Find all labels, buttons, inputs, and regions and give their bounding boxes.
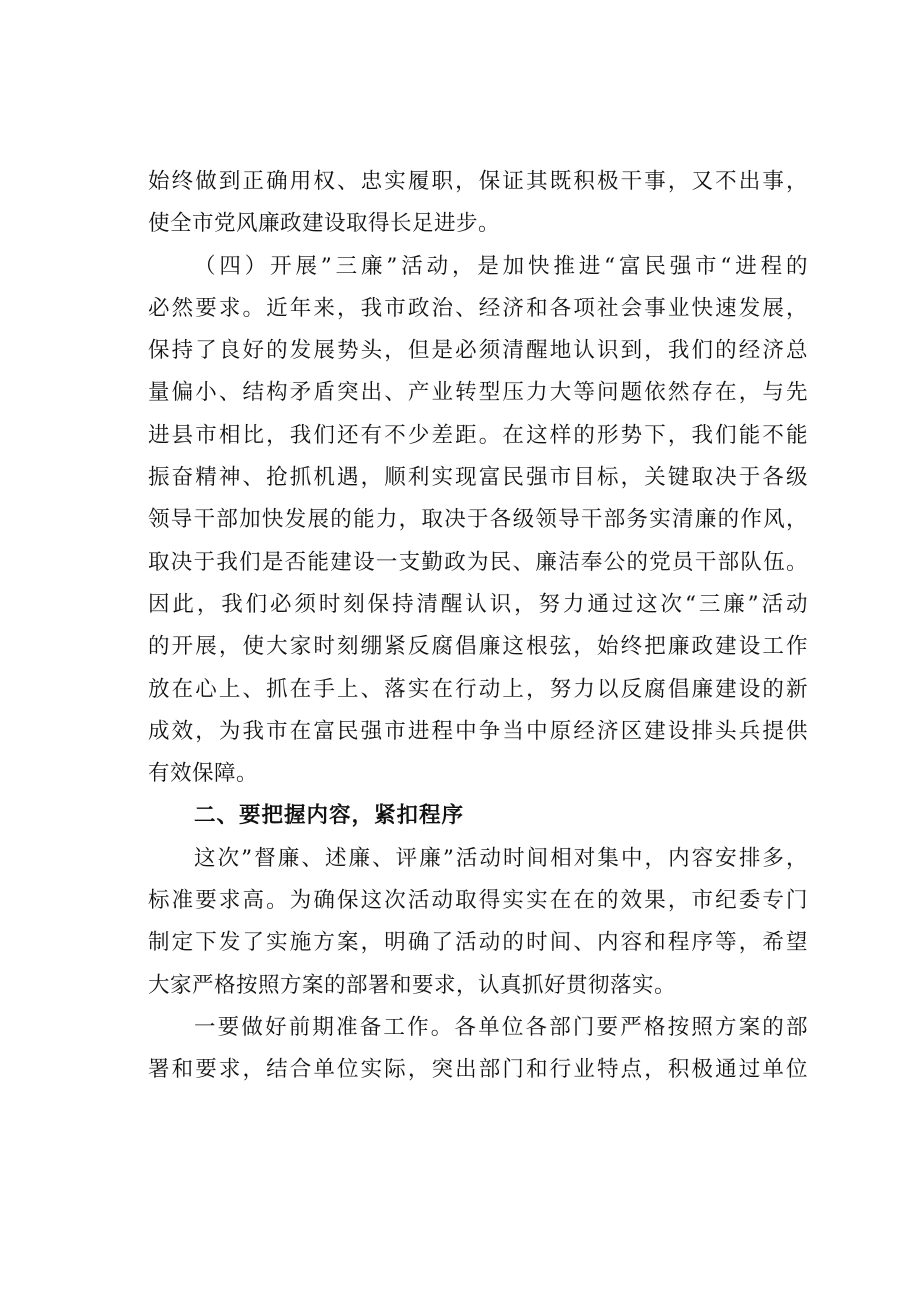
paragraph-line: 因此，我们必须时刻保持清醒认识，努力通过这次“三廉”活动 (148, 591, 808, 617)
paragraph-line: 成效，为我市在富民强市进程中争当中原经济区建设排头兵提供 (148, 718, 808, 744)
paragraph-line: 领导干部加快发展的能力，取决于各级领导干部务实清廉的作风， (148, 507, 808, 533)
paragraph-line: 标准要求高。为确保这次活动取得实实在在的效果，市纪委专门 (148, 888, 808, 914)
paragraph-line: 放在心上、抓在手上、落实在行动上，努力以反腐倡廉建设的新 (148, 676, 808, 702)
paragraph-line: 的开展，使大家时刻绷紧反腐倡廉这根弦，始终把廉政建设工作 (148, 634, 808, 660)
section-heading: 二、要把握内容，紧扣程序 (194, 803, 465, 829)
paragraph-line: 制定下发了实施方案，明确了活动的时间、内容和程序等，希望 (148, 930, 808, 956)
paragraph-line: 署和要求，结合单位实际，突出部门和行业特点，积极通过单位 (148, 1057, 808, 1083)
document-body (148, 161, 808, 1092)
paragraph-line: 取决于我们是否能建设一支勤政为民、廉洁奉公的党员干部队伍。 (148, 549, 808, 575)
paragraph-line: 使全市党风廉政建设取得长足进步。 (148, 211, 501, 237)
paragraph-line: （四）开展”三廉”活动，是加快推进“富民强市“进程的 (194, 253, 808, 279)
paragraph-line: 一要做好前期准备工作。各单位各部门要严格按照方案的部 (194, 1014, 808, 1040)
paragraph-line: 大家严格按照方案的部署和要求，认真抓好贯彻落实。 (148, 972, 677, 998)
paragraph-line: 必然要求。近年来，我市政治、经济和各项社会事业快速发展， (148, 295, 808, 321)
paragraph-line: 振奋精神、抢抓机遇，顺利实现富民强市目标，关键取决于各级 (148, 465, 808, 491)
paragraph-line: 保持了良好的发展势头，但是必须清醒地认识到，我们的经济总 (148, 338, 808, 364)
paragraph-line: 有效保障。 (148, 761, 259, 787)
paragraph-line: 这次”督廉、述廉、评廉”活动时间相对集中，内容安排多， (194, 845, 808, 871)
paragraph-line: 量偏小、结构矛盾突出、产业转型压力大等问题依然存在，与先 (148, 380, 808, 406)
paragraph-line: 始终做到正确用权、忠实履职，保证其既积极干事，又不出事， (148, 169, 808, 194)
paragraph-line: 进县市相比，我们还有不少差距。在这样的形势下，我们能不能 (148, 422, 808, 448)
